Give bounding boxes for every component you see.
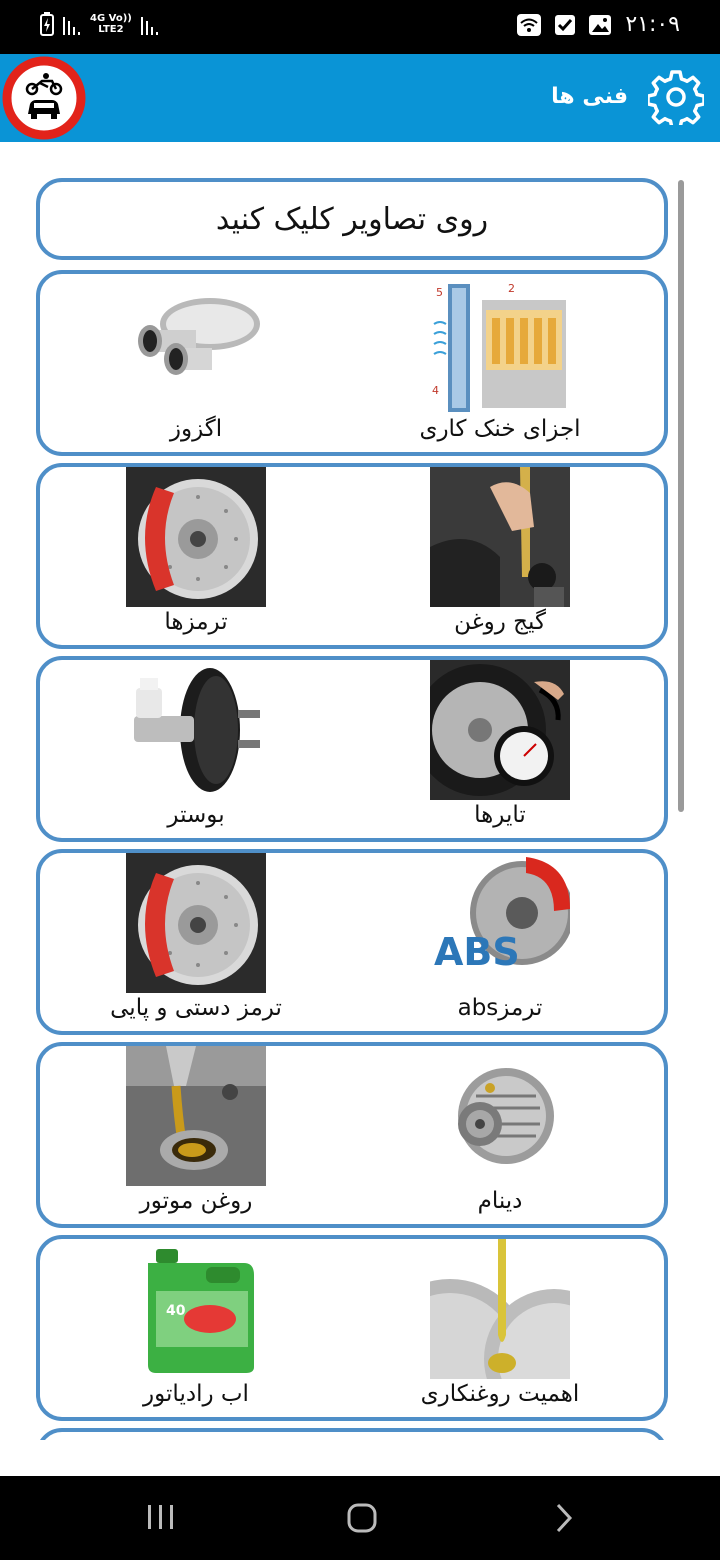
signal-icon <box>62 13 82 35</box>
svg-text:40: 40 <box>166 1303 186 1319</box>
brake-disc-image[interactable] <box>126 853 266 993</box>
network-top: 4G Vo)) <box>90 13 132 24</box>
item-tires[interactable] <box>354 660 654 838</box>
chevron-right-icon <box>552 1502 576 1534</box>
back-button[interactable] <box>552 1502 576 1538</box>
network-indicator <box>90 13 132 35</box>
item-oil-gauge[interactable] <box>354 467 654 645</box>
item-lubrication[interactable] <box>354 1239 654 1417</box>
row-card <box>36 1428 668 1440</box>
item-brakes[interactable] <box>50 467 350 645</box>
lubricated-gears-image[interactable] <box>430 1239 570 1379</box>
item-label: ترمزها <box>164 609 228 635</box>
brake-booster-image[interactable] <box>126 660 266 800</box>
signal-icon-2 <box>140 13 160 35</box>
item-label: گیج روغن <box>454 609 546 635</box>
row-card <box>36 656 668 842</box>
item-label: روغن موتور <box>139 1188 253 1214</box>
svg-text:4: 4 <box>432 384 439 397</box>
item-label: تایرها <box>474 802 526 828</box>
item-label: اگزوز <box>169 416 223 442</box>
item-label: اب رادیاتور <box>143 1381 249 1407</box>
status-right <box>517 12 680 37</box>
item-cooling[interactable] <box>354 274 654 452</box>
status-bar <box>0 0 720 54</box>
image-icon <box>589 15 611 35</box>
item-abs[interactable] <box>354 853 654 1031</box>
page-title: فنی ها <box>551 84 628 109</box>
network-bottom: LTE2 <box>98 24 124 35</box>
navigation-bar <box>0 1476 720 1560</box>
item-alternator[interactable] <box>354 1046 654 1224</box>
recent-apps-button[interactable] <box>146 1502 176 1536</box>
row-card <box>36 849 668 1035</box>
settings-button[interactable] <box>648 69 704 125</box>
app-logo[interactable] <box>2 56 86 140</box>
item-radiator-water[interactable] <box>50 1239 350 1417</box>
row-card <box>36 270 668 456</box>
item-label: بوستر <box>167 802 225 828</box>
item-label: ترمز دستی و پایی <box>110 995 282 1021</box>
oil-dipstick-image[interactable] <box>430 467 570 607</box>
tire-pressure-gauge-image[interactable] <box>430 660 570 800</box>
exhaust-muffler-image[interactable] <box>126 274 266 414</box>
clock: ۲۱:۰۹ <box>625 12 680 37</box>
item-booster[interactable] <box>50 660 350 838</box>
svg-text:ABS: ABS <box>434 930 520 974</box>
row-card <box>36 463 668 649</box>
brake-disc-image[interactable] <box>126 467 266 607</box>
home-icon <box>346 1502 378 1534</box>
item-label: دینام <box>477 1188 523 1214</box>
no-vehicles-sign-icon <box>2 56 86 140</box>
check-icon <box>555 15 575 35</box>
gear-icon <box>648 69 704 125</box>
cooling-system-image[interactable] <box>430 274 570 414</box>
alternator-image[interactable] <box>430 1046 570 1186</box>
item-label: ترمزabs <box>457 995 543 1021</box>
item-engine-oil[interactable] <box>50 1046 350 1224</box>
svg-text:2: 2 <box>508 282 515 295</box>
row-card <box>36 1235 668 1421</box>
coolant-jug-image[interactable] <box>126 1239 266 1379</box>
engine-oil-pour-image[interactable] <box>126 1046 266 1186</box>
instruction-text: روی تصاویر کلیک کنید <box>215 201 489 237</box>
item-label: اجزای خنک کاری <box>419 416 581 442</box>
home-button[interactable] <box>346 1502 378 1538</box>
content-area[interactable] <box>0 142 720 1440</box>
item-handbrake[interactable] <box>50 853 350 1031</box>
status-left <box>40 12 160 36</box>
abs-brake-image[interactable] <box>430 853 570 993</box>
instruction-card <box>36 178 668 260</box>
scrollbar[interactable] <box>678 180 684 812</box>
item-label: اهمیت روغنکاری <box>420 1381 580 1407</box>
wifi-icon <box>517 14 541 36</box>
svg-text:5: 5 <box>436 286 443 299</box>
item-exhaust[interactable] <box>50 274 350 452</box>
recent-apps-icon <box>146 1502 176 1532</box>
row-card <box>36 1042 668 1228</box>
battery-icon <box>40 12 54 36</box>
